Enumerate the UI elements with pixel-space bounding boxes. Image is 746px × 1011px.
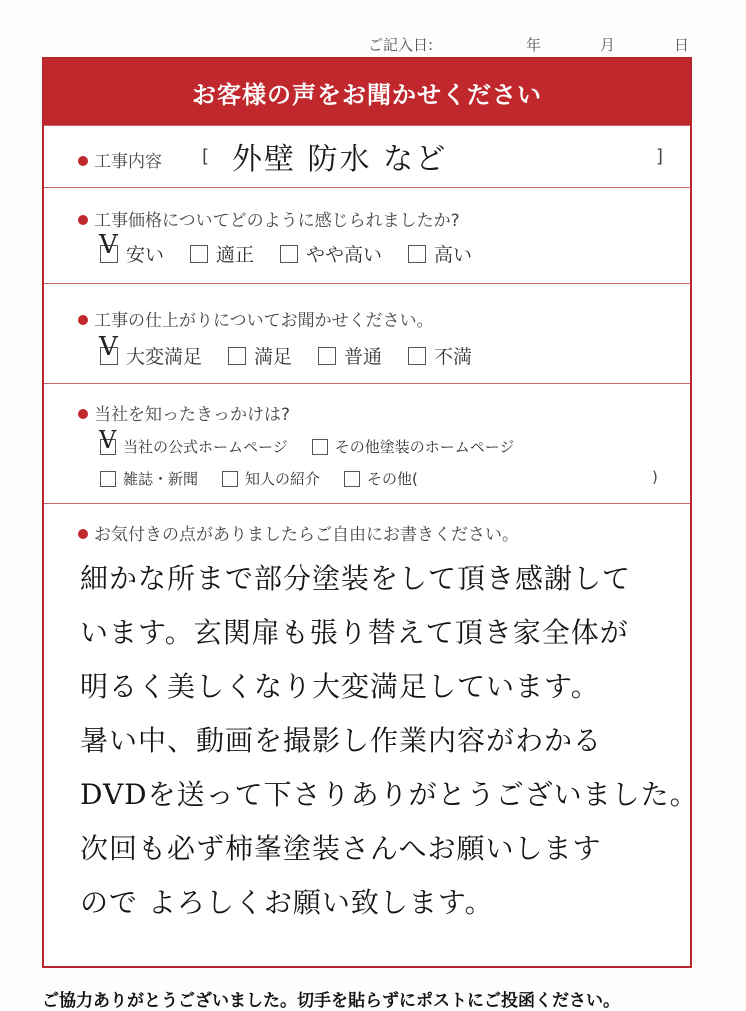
checkbox[interactable] (318, 347, 336, 365)
comments-prompt-row (78, 520, 519, 545)
date-label: ご記入日: (368, 36, 434, 54)
checkbox[interactable] (99, 425, 117, 455)
work-section (44, 125, 690, 188)
price-question: 工事価格についてどのように感じられましたか? (94, 211, 460, 231)
close-bracket: ] (656, 146, 664, 167)
source-option-referral[interactable]: 知人の紹介 (222, 468, 320, 489)
comment-line: 細かな所まで部分塗装をして頂き感謝して (80, 562, 632, 595)
bullet-icon (78, 529, 88, 539)
check-mark-icon: V (99, 229, 118, 260)
checkbox[interactable] (408, 245, 426, 263)
finish-option-dissatisfied[interactable]: 不満 (408, 342, 472, 369)
checkbox[interactable] (312, 439, 328, 455)
checkbox[interactable] (190, 245, 208, 263)
checkbox[interactable] (222, 471, 238, 487)
comment-line: 次回も必ず柿峯塗装さんへお願いします (80, 832, 602, 865)
bullet-icon (78, 409, 88, 419)
comment-line: ので よろしくお願い致します。 (80, 886, 494, 919)
checkbox[interactable] (228, 347, 246, 365)
comments-prompt: お気付きの点がありましたらご自由にお書きください。 (94, 525, 519, 545)
date-month: 月 (600, 36, 616, 54)
finish-options (99, 331, 498, 369)
comment-line: 明るく美しくなり大変満足しています。 (80, 670, 600, 703)
price-option-cheap[interactable]: V 安い (99, 229, 165, 266)
comments-section (44, 503, 699, 966)
source-options-row-2 (100, 468, 442, 489)
bullet-icon (78, 315, 88, 325)
finish-option-satisfied[interactable]: 満足 (228, 342, 292, 369)
date-day: 日 (674, 36, 690, 54)
checkbox[interactable] (280, 245, 298, 263)
bullet-icon (78, 156, 88, 166)
comment-line: DVDを送って下さりありがとうございました。 (80, 778, 699, 811)
date-year: 年 (526, 36, 542, 54)
other-close-paren: ) (652, 468, 658, 486)
price-option-fair[interactable]: 適正 (190, 240, 254, 267)
source-option-magazine[interactable]: 雑誌・新聞 (100, 468, 198, 489)
work-label: 工事内容 (94, 152, 162, 172)
checkbox[interactable] (99, 229, 118, 263)
price-options (99, 229, 498, 267)
check-mark-icon: V (99, 425, 117, 454)
finish-question-row (78, 306, 434, 331)
finish-option-very-satisfied[interactable]: V 大変満足 (99, 331, 203, 368)
finish-question: 工事の仕上がりについてお聞かせください。 (94, 311, 434, 331)
source-option-other-site[interactable]: その他塗装のホームページ (312, 436, 515, 457)
price-section (44, 187, 690, 284)
price-question-row (78, 206, 460, 231)
checkbox[interactable] (408, 347, 426, 365)
comment-line: います。玄関扉も張り替えて頂き家全体が (80, 616, 629, 649)
work-label-row (78, 147, 162, 172)
source-options-row-1 (99, 425, 538, 457)
source-option-other[interactable]: その他( (344, 468, 418, 489)
source-question: 当社を知ったきっかけは? (94, 405, 291, 425)
open-bracket: [ (202, 146, 210, 167)
price-option-high[interactable]: 高い (408, 240, 472, 267)
source-question-row (78, 400, 290, 425)
source-option-official-site[interactable]: V 当社の公式ホームページ (99, 425, 288, 456)
finish-section (44, 283, 690, 384)
work-value: 外壁 防水 など (232, 142, 448, 177)
finish-option-normal[interactable]: 普通 (318, 342, 382, 369)
bullet-icon (78, 215, 88, 225)
checkbox[interactable] (100, 471, 116, 487)
comments-body (80, 552, 699, 930)
survey-card (42, 57, 699, 968)
price-option-slightly-high[interactable]: やや高い (280, 240, 382, 267)
checkbox[interactable] (344, 471, 360, 487)
check-mark-icon: V (99, 331, 118, 362)
survey-title: お客様の声をお聞かせください (44, 59, 690, 125)
comment-line: 暑い中、動画を撮影し作業内容がわかる (80, 724, 603, 757)
source-section (44, 383, 690, 504)
footer-note: ご協力ありがとうございました。切手を貼らずにポストにご投函ください。 (42, 991, 620, 1011)
checkbox[interactable] (99, 331, 118, 365)
